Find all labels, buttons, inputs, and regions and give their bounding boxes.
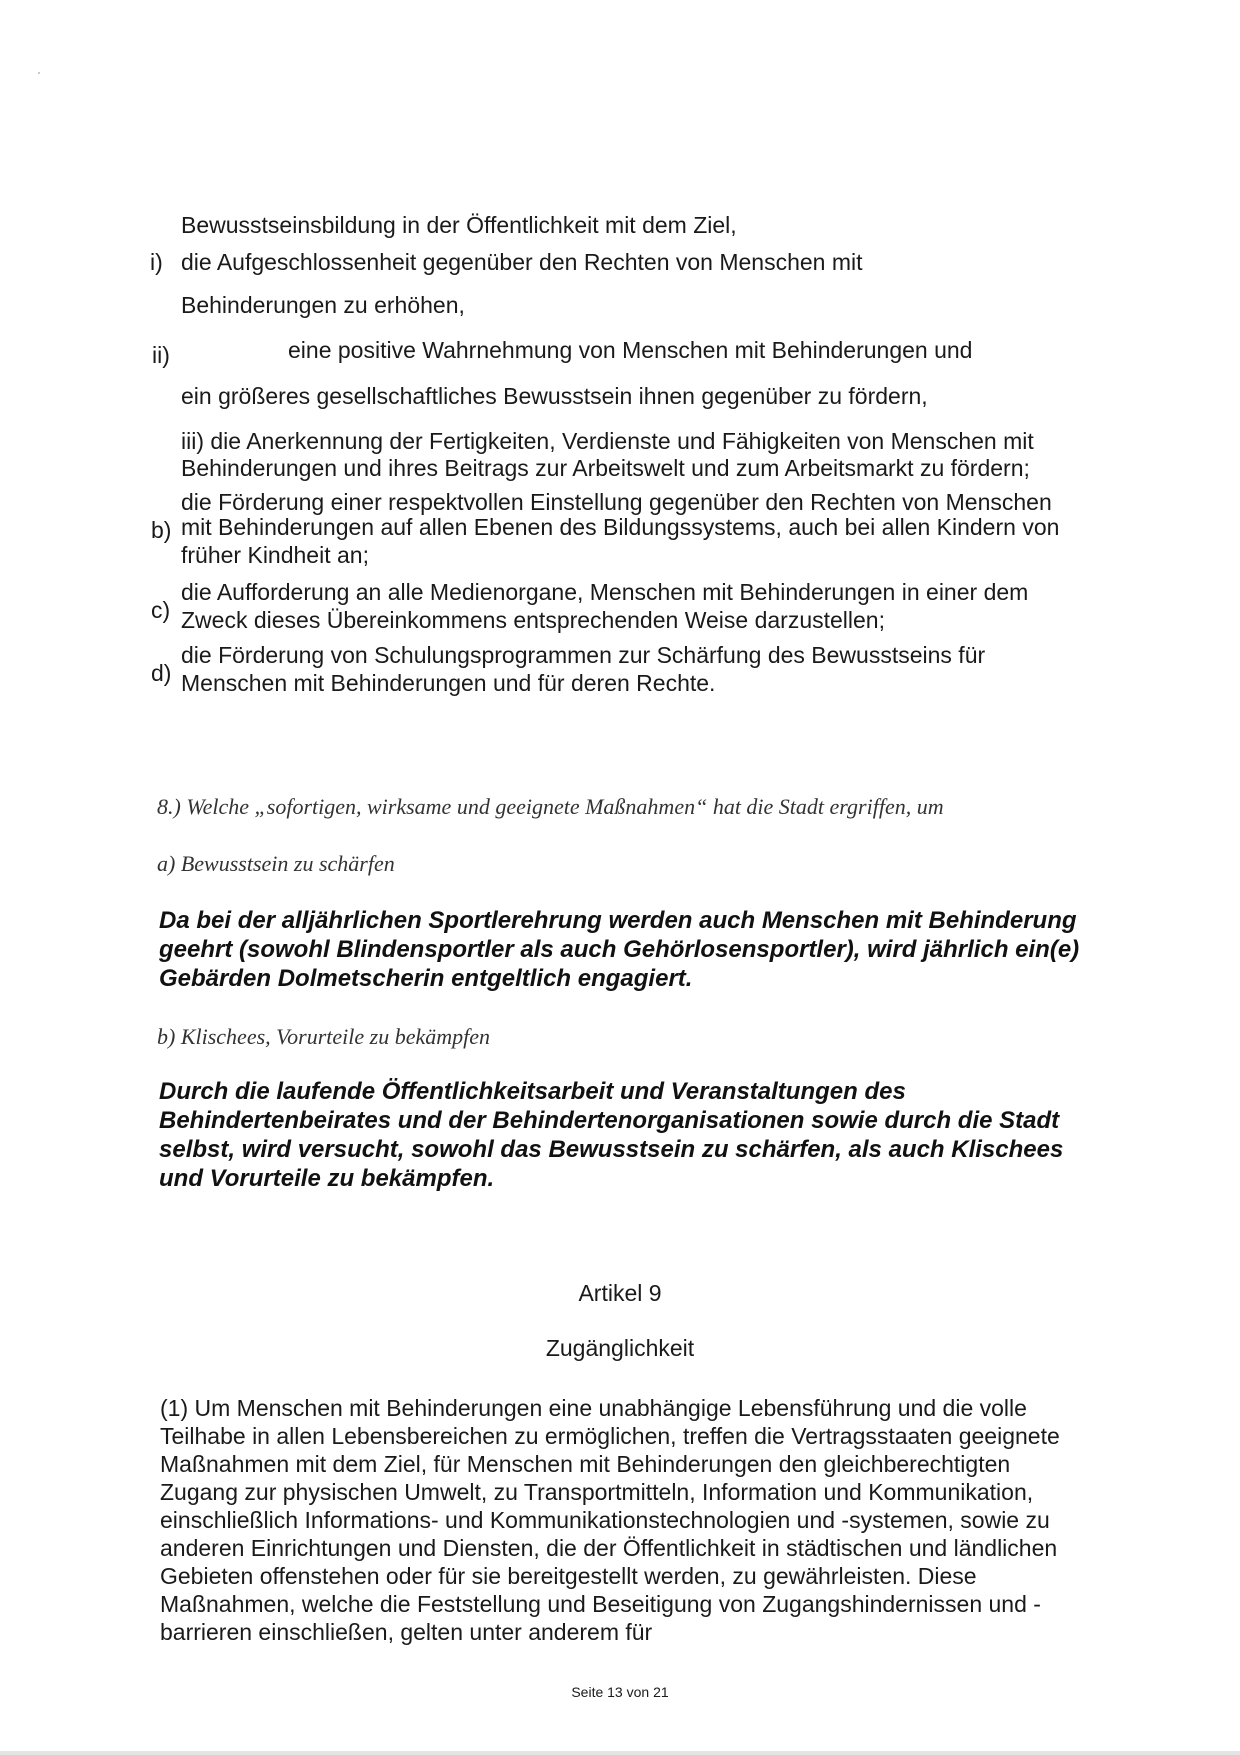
list-label-b: b) (151, 517, 172, 543)
answer-8a-line: Gebärden Dolmetscherin entgeltlich engagiert. (159, 965, 693, 992)
list-label-c: c) (151, 597, 171, 623)
text-line: Behinderungen und ihres Beitrags zur Arbeitswelt und zum Arbeitsmarkt zu fördern; (181, 455, 1030, 481)
answer-8a-line: geehrt (sowohl Blindensportler als auch Gehörlosensportler), wird jährlich ein(e) (159, 936, 1080, 963)
article-body-line: Gebieten offenstehen oder für sie bereitgestellt werden, zu gewährleisten. Diese (160, 1563, 977, 1589)
article-body-line: Zugang zur physischen Umwelt, zu Transportmitteln, Information und Kommunikation, (160, 1479, 1034, 1505)
article-body-line: barrieren einschließen, gelten unter anderem für (160, 1619, 653, 1645)
article-body-line: Maßnahmen mit dem Ziel, für Menschen mit Behinderungen den gleichberechtigten (160, 1451, 1011, 1477)
list-label-ii: ii) (152, 342, 170, 368)
text-line: Menschen mit Behinderungen und für deren Rechte. (181, 670, 716, 696)
answer-8b-line: selbst, wird versucht, sowohl das Bewusstsein zu schärfen, als auch Klischees (159, 1136, 1064, 1163)
article-body-line: anderen Einrichtungen und Diensten, die der Öffentlichkeit in städtischen und ländlichen (160, 1535, 1058, 1561)
scan-edge (0, 1751, 1240, 1755)
text-line: die Förderung einer respektvollen Einstellung gegenüber den Rechten von Menschen (181, 489, 1052, 515)
answer-8b-line: und Vorurteile zu bekämpfen. (159, 1165, 495, 1192)
article-body-line: einschließlich Informations- und Kommunikationstechnologien und -systemen, sowie zu (160, 1507, 1050, 1533)
article-title: Artikel 9 (578, 1280, 662, 1306)
text-line: eine positive Wahrnehmung von Menschen mit Behinderungen und (288, 337, 973, 363)
text-line: iii) die Anerkennung der Fertigkeiten, Verdienste und Fähigkeiten von Menschen mit (181, 428, 1034, 454)
article-body-line: Teilhabe in allen Lebensbereichen zu ermöglichen, treffen die Vertragsstaaten geeignete (160, 1423, 1060, 1449)
answer-8b-line: Durch die laufende Öffentlichkeitsarbeit und Veranstaltungen des (159, 1078, 906, 1105)
text-line: die Förderung von Schulungsprogrammen zur Schärfung des Bewusstseins für (181, 642, 986, 668)
page-number: Seite 13 von 21 (571, 1684, 669, 1700)
text-line: Zweck dieses Übereinkommens entsprechenden Weise darzustellen; (181, 607, 885, 633)
text-line: Behinderungen zu erhöhen, (181, 292, 465, 318)
text-line: Bewusstseinsbildung in der Öffentlichkeit mit dem Ziel, (181, 212, 737, 238)
list-label-d: d) (151, 660, 172, 686)
question-8a-label: a) Bewusstsein zu schärfen (157, 851, 395, 876)
article-body-line: Maßnahmen, welche die Feststellung und Beseitigung von Zugangshindernissen und - (160, 1591, 1041, 1617)
text-line: die Aufgeschlossenheit gegenüber den Rechten von Menschen mit (181, 249, 863, 275)
question-8b-label: b) Klischees, Vorurteile zu bekämpfen (157, 1024, 490, 1049)
article-body-line: (1) Um Menschen mit Behinderungen eine unabhängige Lebensführung und die volle (160, 1395, 1027, 1421)
article-subtitle: Zugänglichkeit (545, 1335, 695, 1361)
scan-speck (38, 72, 40, 74)
text-line: früher Kindheit an; (181, 542, 369, 568)
question-8: 8.) Welche „sofortigen, wirksame und geeignete Maßnahmen“ hat die Stadt ergriffen, um (157, 794, 944, 819)
text-line: ein größeres gesellschaftliches Bewusstsein ihnen gegenüber zu fördern, (181, 383, 928, 409)
answer-8a-line: Da bei der alljährlichen Sportlerehrung werden auch Menschen mit Behinderung (159, 907, 1077, 934)
text-line: mit Behinderungen auf allen Ebenen des Bildungssystems, auch bei allen Kindern von (181, 514, 1060, 540)
list-label-i: i) (150, 249, 163, 275)
text-line: die Aufforderung an alle Medienorgane, Menschen mit Behinderungen in einer dem (181, 579, 1029, 605)
answer-8b-line: Behindertenbeirates und der Behindertenorganisationen sowie durch die Stadt (159, 1107, 1060, 1134)
